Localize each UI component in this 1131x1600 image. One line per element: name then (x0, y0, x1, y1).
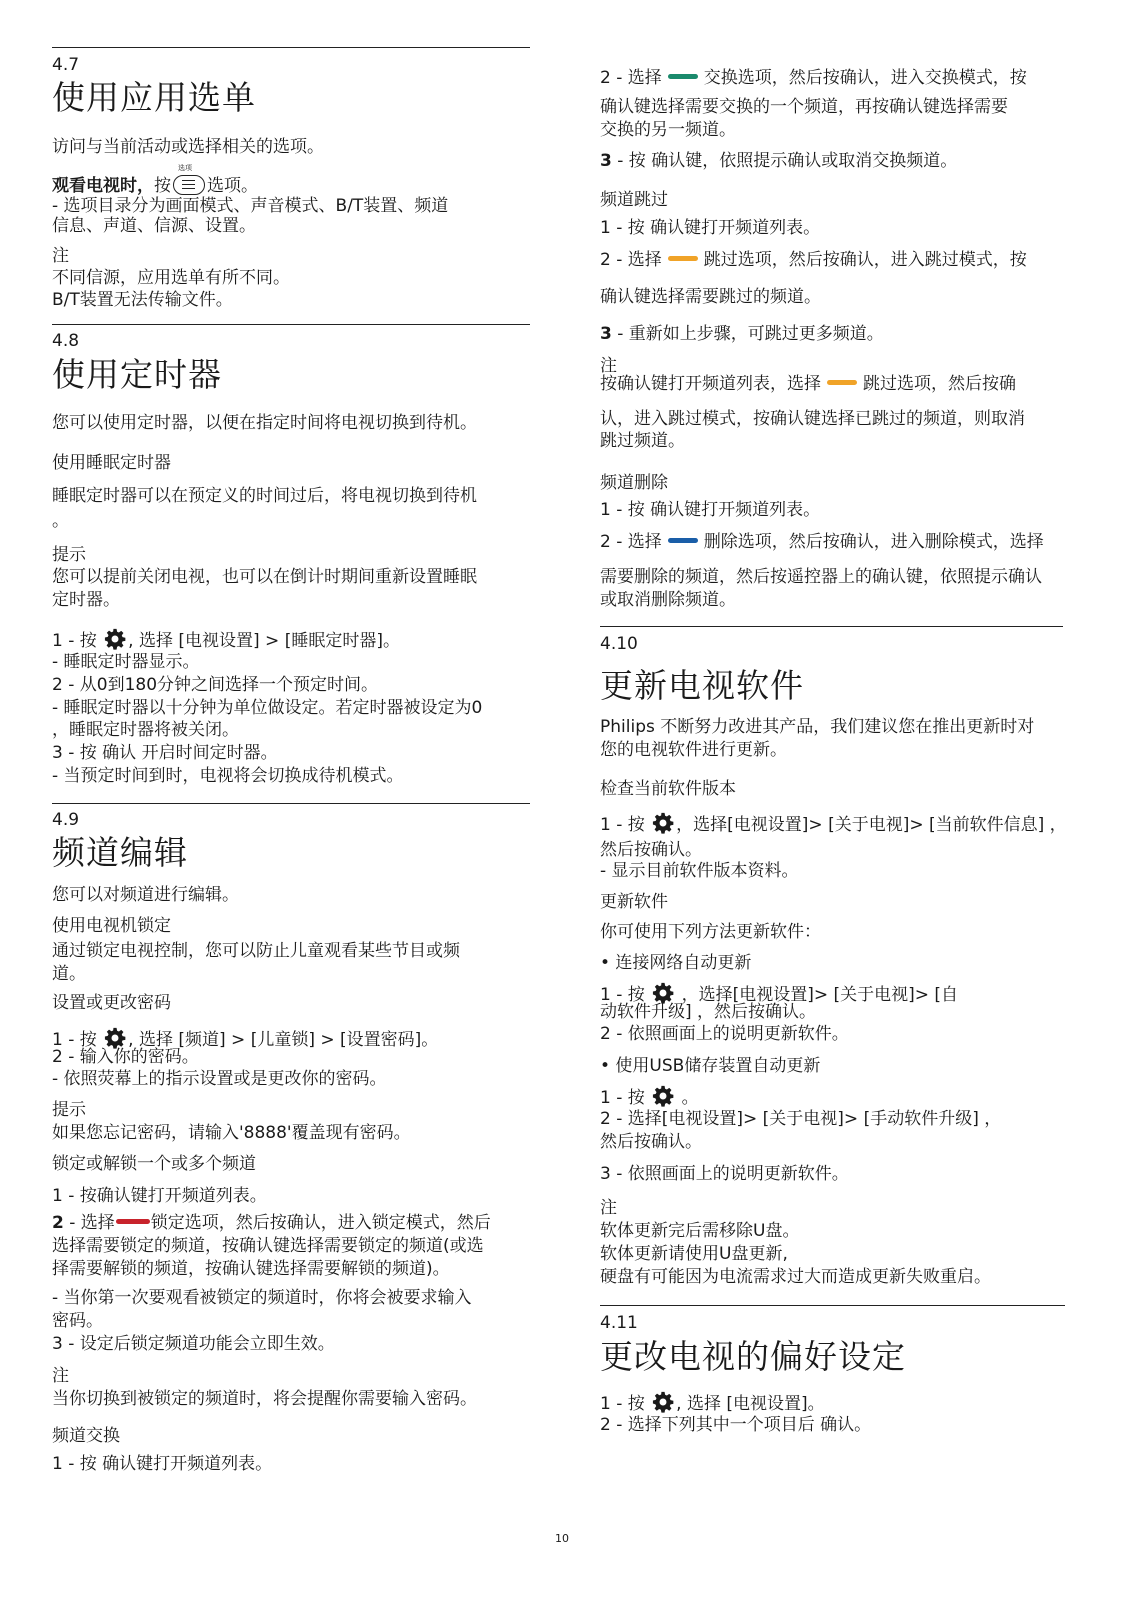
step-detail: - 显示目前软件版本资料。 (600, 861, 799, 881)
step-number: 3 (600, 151, 612, 171)
step (600, 532, 1044, 553)
paragraph: 硬盘有可能因为电流需求过大而造成更新失败重启。 (600, 1267, 991, 1287)
section-number: 4.9 (52, 810, 80, 830)
paragraph: Philips 不断努力改进其产品，我们建议您在推出更新时对 (600, 717, 1035, 737)
text: , 选择 [电视设置]。 (676, 1394, 825, 1414)
step: 2 - 依照画面上的说明更新软件。 (600, 1024, 849, 1044)
step: 3 - 按 确认 开启时间定时器。 (52, 743, 278, 763)
blue-key-bar-icon (668, 538, 698, 543)
text: ，选择[电视设置]> [关于电视]> [自 (676, 985, 959, 1005)
section-divider (52, 803, 530, 804)
step (600, 1085, 699, 1109)
orange-key-bar-icon (668, 256, 698, 261)
bold-text: 观看电视时， (52, 176, 154, 196)
step: 1 - 按确认键打开频道列表。 (52, 1186, 267, 1206)
step-detail: ，睡眠定时器将被关闭。 (52, 720, 239, 740)
step-detail: 需要删除的频道，然后按遥控器上的确认键，依照提示确认 (600, 567, 1042, 587)
section-divider (600, 626, 1063, 627)
step-detail: - 睡眠定时器显示。 (52, 652, 200, 672)
step-detail: 择需要解锁的频道，按确认键选择需要解锁的频道)。 (52, 1259, 450, 1279)
options-button-icon (173, 164, 205, 195)
section-number: 4.8 (52, 331, 80, 351)
text: 。 (676, 1088, 699, 1108)
step-number: 2 (52, 1213, 64, 1233)
step-detail: - 依照荧幕上的指示设置或是更改你的密码。 (52, 1069, 387, 1089)
step-number: 3 (600, 324, 612, 344)
paragraph: 你可使用下列方法更新软件： (600, 922, 821, 942)
paragraph (600, 374, 1016, 395)
tip-label: 提示 (52, 545, 86, 565)
step-detail: 然后按确认。 (600, 840, 702, 860)
paragraph: 跳过频道。 (600, 431, 685, 451)
text: 1 - 按 (600, 1394, 651, 1414)
paragraph: B/T装置无法传输文件。 (52, 290, 233, 310)
text: 1 - 按 (600, 815, 645, 835)
section-title: 更新电视软件 (600, 666, 804, 705)
subheading: 更新软件 (600, 892, 668, 912)
options-caption: 选项 (178, 164, 192, 172)
paragraph: 通过锁定电视控制，您可以防止儿童观看某些节目或频 (52, 941, 460, 961)
step (600, 812, 1067, 836)
section-number: 4.11 (600, 1313, 638, 1333)
step: 2 - 从0到180分钟之间选择一个预定时间。 (52, 675, 379, 695)
step (600, 151, 957, 172)
note-label: 注 (600, 356, 617, 376)
text: 1 - 按 (52, 631, 97, 651)
step-detail: 然后按确认。 (600, 1132, 702, 1152)
paragraph: 。 (52, 511, 69, 531)
text: 跳过选项，然后按确认，进入跳过模式，按 (703, 250, 1027, 270)
paragraph: 您可以对频道进行编辑。 (52, 885, 239, 905)
section-title: 更改电视的偏好设定 (600, 1337, 906, 1376)
section-divider (52, 47, 530, 48)
step: 2 - 选择下列其中一个项目后 确认。 (600, 1415, 872, 1435)
orange-key-bar-icon (827, 380, 857, 385)
text: 选项。 (207, 176, 258, 196)
paragraph: 您的电视软件进行更新。 (600, 740, 787, 760)
gear-icon (652, 982, 674, 1004)
subheading: 锁定或解锁一个或多个频道 (52, 1154, 256, 1174)
text: 2 - 选择 (600, 68, 662, 88)
text: 交换选项，然后按确认，进入交换模式，按 (703, 68, 1027, 88)
gear-icon (652, 812, 674, 834)
bullet: • 使用USB储存装置自动更新 (600, 1056, 821, 1076)
paragraph: 信息、声道、信源、设置。 (52, 216, 256, 236)
text: 2 - 选择 (600, 532, 662, 552)
gear-icon (104, 628, 126, 650)
step-detail: 交换的另一频道。 (600, 120, 736, 140)
section-number: 4.10 (600, 634, 638, 654)
note-label: 注 (600, 1198, 617, 1218)
text: , 选择 [电视设置] > [睡眠定时器]。 (128, 631, 400, 651)
gear-icon (104, 1027, 126, 1049)
page-number: 10 (555, 1532, 569, 1545)
paragraph: - 选项目录分为画面模式、声音模式、B/T装置、频道 (52, 196, 449, 216)
text: 1 - 按 (52, 1030, 103, 1050)
step (600, 68, 1027, 89)
section-title: 使用应用选单 (52, 78, 256, 117)
paragraph: 您可以提前关闭电视，也可以在倒计时期间重新设置睡眠 (52, 567, 477, 587)
step: 2 - 选择[电视设置]> [关于电视]> [手动软件升级] ， (600, 1109, 1002, 1129)
text: 锁定选项，然后按确认，进入锁定模式，然后 (150, 1213, 491, 1233)
step (52, 628, 400, 652)
step (600, 324, 884, 345)
paragraph: 访问与当前活动或选择相关的选项。 (52, 137, 324, 157)
text: , 选择 [频道] > [儿童锁] > [设置密码]。 (128, 1030, 439, 1050)
step (600, 1391, 825, 1415)
step: 1 - 按 确认键打开频道列表。 (600, 218, 821, 238)
step: 3 - 设定后锁定频道功能会立即生效。 (52, 1334, 335, 1354)
step: 1 - 按 确认键打开频道列表。 (52, 1454, 273, 1474)
subheading: 频道交换 (52, 1426, 120, 1446)
tip-label: 提示 (52, 1100, 86, 1120)
step: 2 - 输入你的密码。 (52, 1047, 199, 1067)
step-detail: - 当你第一次要观看被锁定的频道时，你将会被要求输入 (52, 1288, 472, 1308)
section-number: 4.7 (52, 55, 80, 75)
gear-icon (652, 1391, 674, 1413)
text: 2 - 选择 (600, 250, 662, 270)
subheading: 频道删除 (600, 473, 668, 493)
subheading: 使用睡眠定时器 (52, 453, 171, 473)
text: - 选择 (63, 1213, 115, 1233)
step-detail: 选择需要锁定的频道，按确认键选择需要锁定的频道(或选 (52, 1236, 484, 1256)
gear-icon (652, 1085, 674, 1107)
red-key-bar-icon (116, 1219, 150, 1224)
paragraph: 软体更新完后需移除U盘。 (600, 1221, 800, 1241)
text: 按确认键打开频道列表，选择 (600, 374, 821, 394)
step-detail: 确认键选择需要交换的一个频道，再按确认键选择需要 (600, 97, 1008, 117)
text: 1 - 按 (600, 985, 651, 1005)
paragraph: 当你切换到被锁定的频道时，将会提醒你需要输入密码。 (52, 1389, 477, 1409)
text: - 重新如上步骤，可跳过更多频道。 (611, 324, 884, 344)
step-detail: 密码。 (52, 1311, 103, 1331)
step-detail: - 当预定时间到时，电视将会切换成待机模式。 (52, 766, 404, 786)
paragraph (52, 164, 258, 197)
section-divider (600, 1305, 1065, 1306)
text: 跳过选项，然后按确 (863, 374, 1016, 394)
step (600, 250, 1027, 271)
paragraph: 不同信源，应用选单有所不同。 (52, 268, 290, 288)
note-label: 注 (52, 1366, 69, 1386)
bullet: • 连接网络自动更新 (600, 953, 752, 973)
section-divider (52, 324, 530, 325)
paragraph: 如果您忘记密码，请输入'8888'覆盖现有密码。 (52, 1123, 411, 1143)
note-label: 注 (52, 246, 69, 266)
text: - 按 确认键，依照提示确认或取消交换频道。 (611, 151, 958, 171)
paragraph: 软体更新请使用U盘更新, (600, 1244, 788, 1264)
section-title: 使用定时器 (52, 355, 222, 394)
step-detail: 动软件升级] ，然后按确认。 (600, 1002, 817, 1022)
paragraph: 您可以使用定时器，以便在指定时间将电视切换到待机。 (52, 413, 477, 433)
paragraph: 道。 (52, 964, 86, 984)
subheading: 频道跳过 (600, 190, 668, 210)
text: 按 (154, 176, 171, 196)
step: 3 - 依照画面上的说明更新软件。 (600, 1164, 849, 1184)
text: ，选择[电视设置]> [关于电视]> [当前软件信息] ， (676, 815, 1067, 835)
step-detail: - 睡眠定时器以十分钟为单位做设定。若定时器被设定为0 (52, 698, 483, 718)
step-detail: 或取消删除频道。 (600, 590, 736, 610)
text: 1 - 按 (600, 1088, 645, 1108)
step: 1 - 按 确认键打开频道列表。 (600, 500, 821, 520)
subheading: 使用电视机锁定 (52, 916, 171, 936)
step-detail: 确认键选择需要跳过的频道。 (600, 287, 821, 307)
paragraph: 睡眠定时器可以在预定义的时间过后，将电视切换到待机 (52, 486, 477, 506)
text: 删除选项，然后按确认，进入删除模式，选择 (703, 532, 1044, 552)
paragraph: 定时器。 (52, 590, 120, 610)
subheading: 设置或更改密码 (52, 993, 171, 1013)
paragraph: 认，进入跳过模式，按确认键选择已跳过的频道，则取消 (600, 409, 1025, 429)
green-key-bar-icon (668, 74, 698, 79)
section-title: 频道编辑 (52, 833, 188, 872)
step (52, 1213, 491, 1234)
subheading: 检查当前软件版本 (600, 779, 736, 799)
